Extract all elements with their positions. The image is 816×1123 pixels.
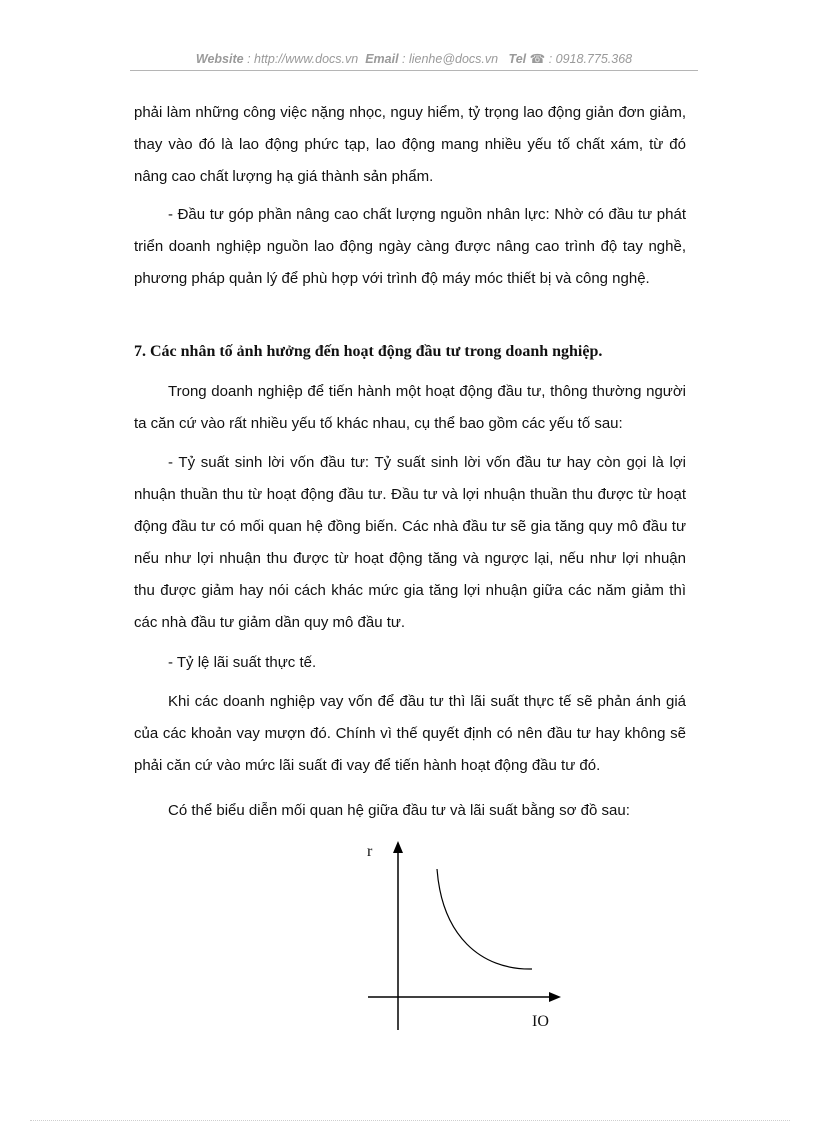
paragraph-3: Trong doanh nghiệp để tiến hành một hoạt động đầu tư, thông thường người ta căn cứ vào rất nhiều yếu tố khác nhau, cụ thể bao gồm các yếu tố sau:	[134, 383, 686, 432]
paragraph-2: - Đầu tư góp phần nâng cao chất lượng nguồn nhân lực: Nhờ có đầu tư phát triển doanh nghiệp nguồn lao động ngày càng được nâng cao trình độ tay nghề, phương pháp quản lý để phù hợp với trình độ máy móc thiết bị và công nghệ.	[134, 206, 686, 287]
diagram-svg	[360, 835, 570, 1040]
tel-value: : 0918.775.368	[548, 52, 633, 66]
tel-label: Tel	[508, 52, 527, 66]
email-value: : lienhe@docs.vn	[402, 52, 499, 66]
phone-icon: ☎	[529, 52, 546, 66]
investment-interest-diagram	[360, 835, 570, 1045]
paragraph-5: - Tỷ lệ lãi suất thực tế.	[168, 654, 317, 671]
paragraph-4: - Tỷ suất sinh lời vốn đầu tư: Tỷ suất sinh lời vốn đầu tư hay còn gọi là lợi nhuận thuần thu từ hoạt động đầu tư. Đầu tư và lợi nhuận thuần thu được từ hoạt động đầu tư có mối quan hệ đồng biến. Các nhà đầu tư sẽ gia tăng quy mô đầu tư nếu như lợi nhuận thu được từ hoạt động tăng và ngược lại, nếu như lợi nhuận thu được giảm hay nói cách khác mức gia tăng lợi nhuận giữa các năm giảm thì các nhà đầu tư giảm dần quy mô đầu tư.	[134, 454, 686, 631]
x-axis-arrow	[549, 992, 561, 1002]
y-axis-label: r	[367, 843, 373, 860]
demand-curve	[437, 869, 532, 969]
x-axis-label: IO	[532, 1013, 549, 1030]
paragraph-7: Có thể biểu diễn mối quan hệ giữa đầu tư và lãi suất bằng sơ đồ sau:	[168, 802, 630, 819]
y-axis-arrow	[393, 841, 403, 853]
header-divider	[130, 70, 698, 71]
email-label: Email	[365, 52, 399, 66]
page-header	[130, 51, 698, 66]
paragraph-1: phải làm những công việc nặng nhọc, nguy hiểm, tỷ trọng lao động giản đơn giảm, thay vào đó là lao động phức tạp, lao động mang nhiều yếu tố chất xám, từ đó nâng cao chất lượng hạ giá thành sản phẩm.	[134, 104, 686, 185]
website-value: : http://www.docs.vn	[247, 52, 359, 66]
section-heading: 7. Các nhân tố ảnh hưởng đến hoạt động đầu tư trong doanh nghiệp.	[134, 343, 603, 360]
website-label: Website	[195, 52, 244, 66]
footer-divider	[30, 1120, 790, 1121]
paragraph-6: Khi các doanh nghiệp vay vốn để đầu tư thì lãi suất thực tế sẽ phản ánh giá của các khoản vay mượn đó. Chính vì thế quyết định có nên đầu tư hay không sẽ phải căn cứ vào mức lãi suất đi vay để tiến hành hoạt động đầu tư đó.	[134, 693, 686, 774]
